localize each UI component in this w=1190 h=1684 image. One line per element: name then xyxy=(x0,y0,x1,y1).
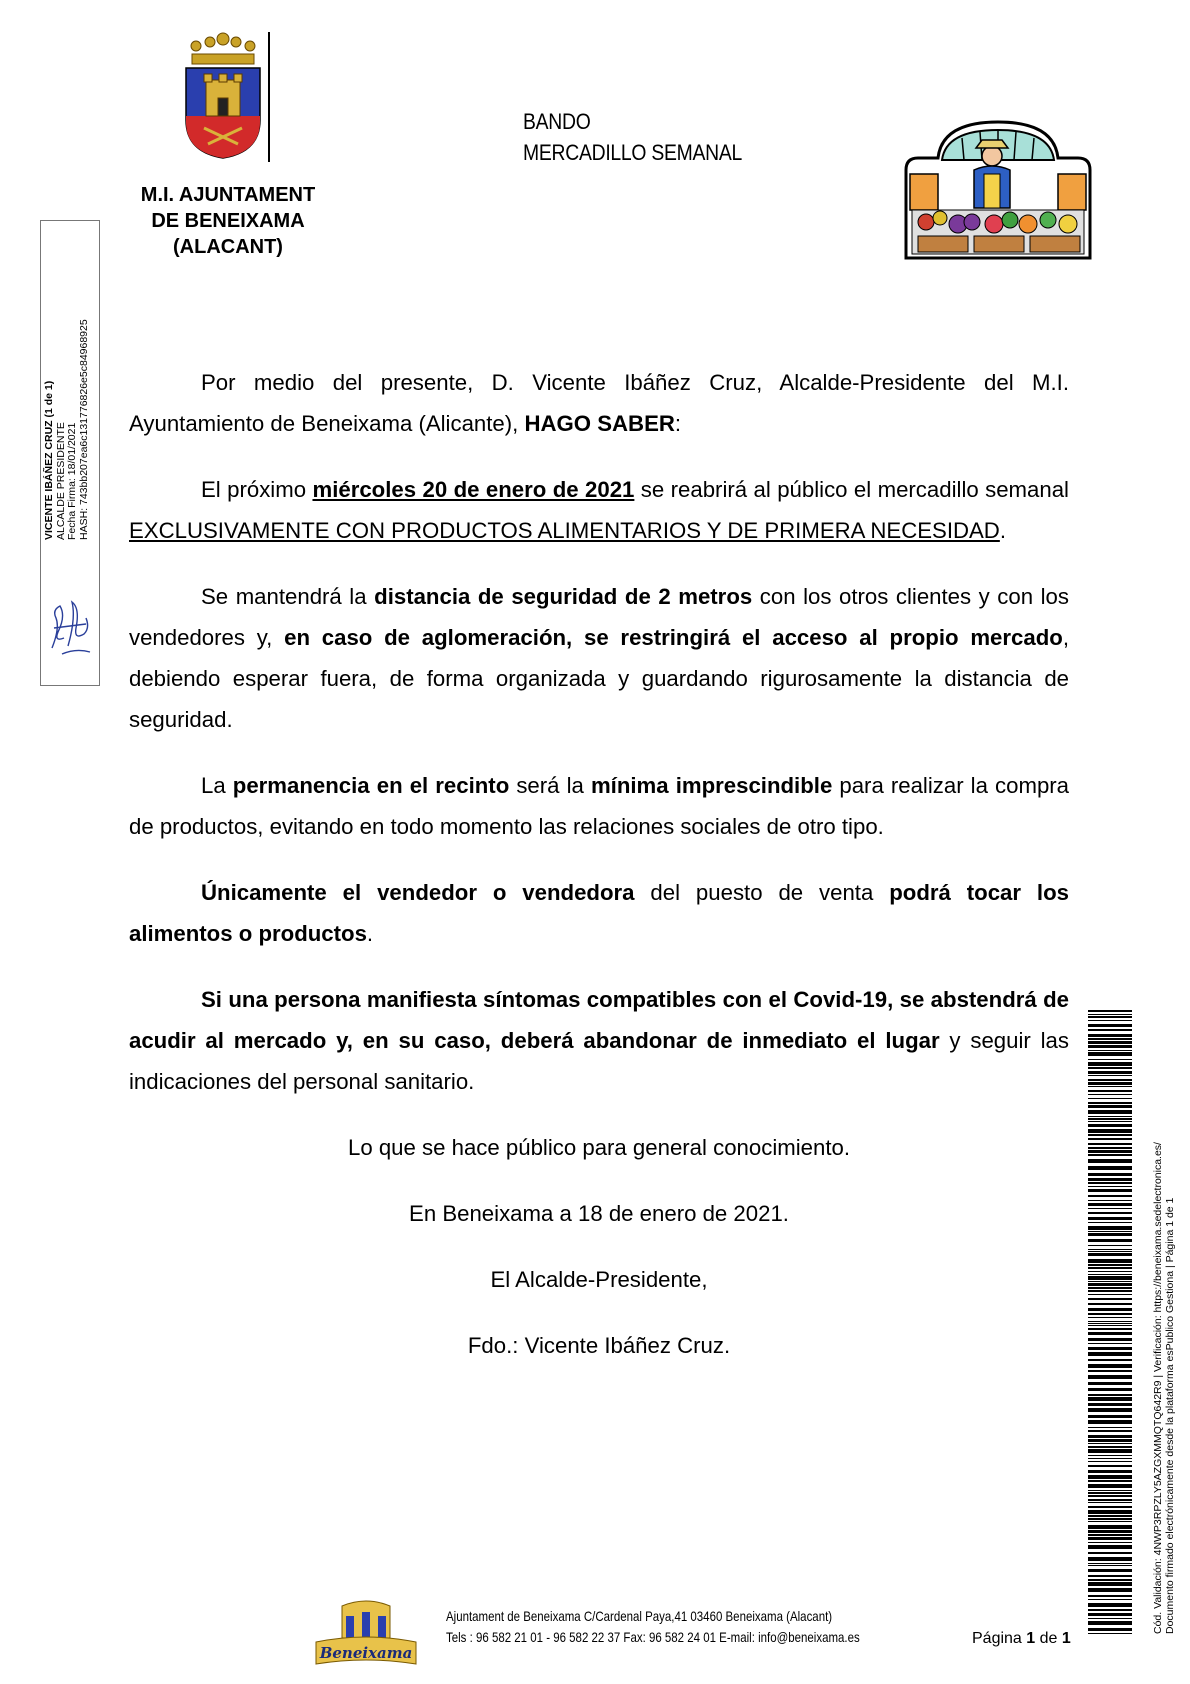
barcode-bar xyxy=(1088,1545,1132,1549)
closing-signed: Fdo.: Vicente Ibáñez Cruz. xyxy=(467,1333,731,1358)
p1-colon: : xyxy=(674,411,682,436)
barcode-bar xyxy=(1088,1313,1132,1315)
barcode-bar xyxy=(1088,1105,1132,1108)
footer-address: Ajuntament de Beneixama C/Cardenal Paya,41 03460 Beneixama (Alacant) xyxy=(446,1608,833,1624)
barcode-bar xyxy=(1088,1200,1132,1201)
paragraph-permanence xyxy=(129,765,1069,847)
closing-public: Lo que se hace público para general conocimiento. xyxy=(347,1135,851,1160)
barcode-bar xyxy=(1088,1408,1132,1412)
barcode-bar xyxy=(1088,1041,1132,1044)
barcode-bar xyxy=(1088,1403,1132,1406)
barcode-bar xyxy=(1088,1150,1132,1153)
validation-line-1: Cód. Validación: 4NWP3RPZLY5AZGXMMQTQ642R9 | Verificación: https://beneixama.sedelectronica.es/ xyxy=(1152,1142,1164,1634)
barcode-bar xyxy=(1088,1052,1132,1056)
p1-text: Por medio del presente, D. Vicente Ibáñez Cruz, Alcalde-Presidente del M.I. Ayuntamiento de Beneixama (Alicante), xyxy=(129,370,1069,436)
p3-text-a: Se mantendrá la xyxy=(201,584,375,609)
barcode-bar xyxy=(1088,1579,1132,1581)
barcode-bar xyxy=(1088,1530,1132,1533)
barcode-bar xyxy=(1088,1203,1132,1206)
barcode-bar xyxy=(1088,1552,1132,1554)
barcode-bar xyxy=(1088,1382,1132,1385)
p1-hago-saber: HAGO SABER xyxy=(524,411,675,436)
barcode-bar xyxy=(1088,1394,1132,1396)
p6-covid: Si una persona manifiesta síntomas compatibles con el Covid-19, se abstendrá de acudir al mercado y, en su caso, deberá abandonar de inmediato el lugar xyxy=(129,987,1069,1053)
barcode-bar xyxy=(1088,1038,1132,1040)
barcode-bar xyxy=(1088,1249,1132,1250)
signature-hash: HASH: 743bb207ea6c131776826e5c84968925 xyxy=(77,319,90,540)
barcode-bar xyxy=(1088,1154,1132,1156)
p3-text-c: con los otros clientes y con los vendedores y, xyxy=(129,584,1069,650)
p5-text-b: del puesto de venta xyxy=(634,880,890,905)
barcode-bar xyxy=(1088,1116,1132,1117)
barcode-bar xyxy=(1088,1110,1132,1114)
barcode-bar xyxy=(1088,1490,1132,1491)
title-line-1: BANDO xyxy=(523,109,591,134)
signature-date: Fecha Firma: 18/01/2021 xyxy=(66,422,78,540)
barcode-bar xyxy=(1088,1159,1132,1163)
barcode-bar xyxy=(1088,1245,1132,1246)
document-title xyxy=(523,106,742,168)
barcode-bar xyxy=(1088,1102,1132,1104)
barcode-bar xyxy=(1088,1458,1132,1459)
page-number xyxy=(972,1630,1071,1648)
org-line-3: (ALACANT) xyxy=(173,236,283,258)
coat-of-arms-logo xyxy=(178,32,268,162)
barcode-bar xyxy=(1088,1134,1132,1136)
barcode-bar xyxy=(1088,1542,1132,1543)
barcode-bar xyxy=(1088,1290,1132,1292)
barcode-bar xyxy=(1088,1415,1132,1418)
barcode-bar xyxy=(1088,1287,1132,1289)
barcode-bar xyxy=(1088,1264,1132,1266)
barcode-bar xyxy=(1088,1595,1132,1597)
barcode-bar xyxy=(1088,1502,1132,1503)
barcode-bar xyxy=(1088,1233,1132,1236)
barcode-bar xyxy=(1088,1534,1132,1536)
barcode-bar xyxy=(1088,1537,1132,1540)
p4-minimum: mínima imprescindible xyxy=(590,773,833,798)
barcode-bar xyxy=(1088,1129,1132,1133)
p6-text-b: y seguir las indicaciones del personal sanitario. xyxy=(129,1028,1069,1094)
barcode-bar xyxy=(1088,1024,1132,1027)
barcode-bar xyxy=(1088,1217,1132,1220)
barcode-bar xyxy=(1088,1050,1132,1051)
p2-products: EXCLUSIVAMENTE CON PRODUCTOS ALIMENTARIOS Y DE PRIMERA NECESIDAD xyxy=(129,518,1000,543)
barcode-bar xyxy=(1088,1121,1132,1122)
signer-role: ALCALDE PRESIDENTE xyxy=(54,422,67,540)
barcode-bar xyxy=(1088,1182,1132,1184)
barcode-bar xyxy=(1088,1283,1132,1286)
barcode-bar xyxy=(1088,1420,1132,1424)
org-line-1: M.I. AJUNTAMENT xyxy=(140,184,316,206)
p3-distance: distancia de seguridad de 2 metros xyxy=(374,584,753,609)
barcode-bar xyxy=(1088,1575,1132,1577)
barcode-bar xyxy=(1088,1029,1132,1031)
barcode-bar xyxy=(1088,1143,1132,1145)
barcode-bar xyxy=(1088,1435,1132,1438)
barcode-bar xyxy=(1088,1016,1132,1018)
barcode-bar xyxy=(1088,1569,1132,1572)
barcode-bar xyxy=(1088,1118,1132,1120)
barcode-bar xyxy=(1088,1599,1132,1600)
barcode-bar xyxy=(1088,1621,1132,1625)
handwritten-signature-image xyxy=(46,588,94,656)
barcode-bar xyxy=(1088,1253,1132,1256)
barcode-bar xyxy=(1088,1086,1132,1087)
barcode-bar xyxy=(1088,1446,1132,1448)
barcode-bar xyxy=(1088,1281,1132,1282)
footer-contact xyxy=(446,1606,860,1648)
barcode-bar xyxy=(1088,1059,1132,1060)
closing-place-date: En Beneixama a 18 de enero de 2021. xyxy=(409,1201,789,1226)
barcode-bar xyxy=(1088,1364,1132,1368)
barcode-bar xyxy=(1088,1613,1132,1616)
footer-phones: Tels : 96 582 21 01 - 96 582 22 37 Fax: 96 582 24 01 E-mail: info@beneixama.es xyxy=(446,1629,860,1645)
barcode-bar xyxy=(1088,1352,1132,1356)
validation-line-2: Documento firmado electrónicamente desde la plataforma esPublico Gestiona | Página 1 de 1 xyxy=(1164,1197,1176,1634)
barcode-bar xyxy=(1088,1274,1132,1275)
barcode-bar xyxy=(1088,1075,1132,1076)
barcode-bar xyxy=(1088,1465,1132,1467)
barcode-bar xyxy=(1088,1298,1132,1300)
p3-text-e: , debiendo esperar fuera, de forma organizada y guardando rigurosamente la distancia de seguridad. xyxy=(129,625,1069,732)
barcode-bar xyxy=(1088,1388,1132,1391)
barcode-bar xyxy=(1088,1010,1132,1012)
barcode-bar xyxy=(1088,1212,1132,1214)
barcode-bar xyxy=(1088,1294,1132,1295)
notice-body xyxy=(129,362,1069,1391)
barcode-bar xyxy=(1088,1271,1132,1272)
barcode-bar xyxy=(1088,1062,1132,1066)
barcode-bar xyxy=(1088,1239,1132,1242)
barcode-bar xyxy=(1088,1515,1132,1517)
barcode-bar xyxy=(1088,1276,1132,1280)
barcode-bar xyxy=(1088,1521,1132,1522)
barcode-bar xyxy=(1088,1475,1132,1479)
barcode-bar xyxy=(1088,1492,1132,1494)
barcode-bar xyxy=(1088,1328,1132,1330)
header-vertical-rule xyxy=(268,32,270,162)
barcode-bar xyxy=(1088,1495,1132,1497)
validation-text xyxy=(1152,1142,1176,1634)
barcode-bar xyxy=(1088,1563,1132,1564)
barcode-bar xyxy=(1088,1323,1132,1324)
barcode-bar xyxy=(1088,1259,1132,1263)
barcode-bar xyxy=(1088,1208,1132,1209)
barcode-bar xyxy=(1088,1082,1132,1085)
barcode-bar xyxy=(1088,1138,1132,1140)
barcode-bar xyxy=(1088,1045,1132,1048)
p2-date: miércoles 20 de enero de 2021 xyxy=(312,477,635,502)
barcode-bar xyxy=(1088,1375,1132,1379)
barcode-bar xyxy=(1088,1267,1132,1269)
barcode-bar xyxy=(1088,1510,1132,1514)
barcode-bar xyxy=(1088,1618,1132,1619)
barcode-bar xyxy=(1088,1124,1132,1127)
barcode-bar xyxy=(1088,1222,1132,1223)
barcode-bar xyxy=(1088,1173,1132,1176)
barcode-bar xyxy=(1088,1338,1132,1341)
barcode-bar xyxy=(1088,1231,1132,1232)
barcode-bar xyxy=(1088,1079,1132,1081)
validation-barcode xyxy=(1088,1010,1132,1634)
barcode-bar xyxy=(1088,1628,1132,1631)
barcode-bar xyxy=(1088,1439,1132,1442)
p5-touch: podrá tocar los alimentos o productos xyxy=(129,880,1069,946)
barcode-bar xyxy=(1088,1347,1132,1350)
p4-permanence: permanencia en el recinto xyxy=(232,773,510,798)
barcode-bar xyxy=(1088,1251,1132,1252)
p2-text-c: se reabrirá al público el mercadillo semanal xyxy=(634,477,1069,502)
barcode-bar xyxy=(1088,1317,1132,1318)
barcode-bar xyxy=(1088,1359,1132,1361)
org-line-2: DE BENEIXAMA xyxy=(151,210,305,232)
paragraph-distance xyxy=(129,576,1069,740)
barcode-bar xyxy=(1088,1343,1132,1344)
barcode-bar xyxy=(1088,1633,1132,1634)
barcode-bar xyxy=(1088,1071,1132,1074)
barcode-bar xyxy=(1088,1557,1132,1561)
signature-details xyxy=(44,319,90,540)
barcode-bar xyxy=(1088,1147,1132,1149)
barcode-bar xyxy=(1088,1189,1132,1192)
barcode-bar xyxy=(1088,1518,1132,1520)
barcode-bar xyxy=(1088,1609,1132,1611)
title-line-2: MERCADILLO SEMANAL xyxy=(523,140,743,165)
paragraph-announcement xyxy=(129,362,1069,444)
p2-text-a: El próximo xyxy=(201,477,313,502)
barcode-bar xyxy=(1088,1397,1132,1401)
barcode-bar xyxy=(1088,1470,1132,1473)
p3-restriction: en caso de aglomeración, se restringirá el acceso al propio mercado xyxy=(284,625,1063,650)
barcode-bar xyxy=(1088,1499,1132,1501)
p5-vendor: Únicamente el vendedor o vendedora xyxy=(201,880,635,905)
barcode-bar xyxy=(1088,1461,1132,1462)
barcode-bar xyxy=(1088,1321,1132,1322)
page-of: de xyxy=(1039,1630,1058,1647)
barcode-bar xyxy=(1088,1020,1132,1021)
barcode-bar xyxy=(1088,1525,1132,1529)
barcode-bar xyxy=(1088,1094,1132,1095)
barcode-bar xyxy=(1088,1370,1132,1372)
p4-text-c: será la xyxy=(509,773,591,798)
page-label: Página xyxy=(972,1630,1022,1647)
paragraph-reopening xyxy=(129,469,1069,551)
barcode-bar xyxy=(1088,1226,1132,1230)
barcode-bar xyxy=(1088,1186,1132,1187)
p4-text-a: La xyxy=(201,773,233,798)
paragraph-covid xyxy=(129,979,1069,1102)
p5-period: . xyxy=(366,921,374,946)
barcode-bar xyxy=(1088,1166,1132,1170)
barcode-bar xyxy=(1088,1582,1132,1586)
barcode-bar xyxy=(1088,1603,1132,1607)
barcode-bar xyxy=(1088,1449,1132,1453)
closing-role: El Alcalde-Presidente, xyxy=(490,1267,708,1292)
barcode-bar xyxy=(1088,1034,1132,1037)
beneixama-footer-logo xyxy=(312,1598,420,1668)
barcode-bar xyxy=(1088,1325,1132,1326)
barcode-bar xyxy=(1088,1484,1132,1488)
barcode-bar xyxy=(1088,1565,1132,1566)
footer-logo-text: Beneixama xyxy=(319,1644,413,1662)
barcode-bar xyxy=(1088,1067,1132,1069)
barcode-bar xyxy=(1088,1588,1132,1592)
barcode-bar xyxy=(1088,1455,1132,1456)
barcode-bar xyxy=(1088,1506,1132,1508)
barcode-bar xyxy=(1088,1480,1132,1482)
barcode-bar xyxy=(1088,1178,1132,1181)
barcode-bar xyxy=(1088,1014,1132,1015)
organization-name xyxy=(118,182,338,260)
paragraph-vendor xyxy=(129,872,1069,954)
page-current: 1 xyxy=(1026,1630,1036,1647)
barcode-bar xyxy=(1088,1443,1132,1444)
barcode-bar xyxy=(1088,1427,1132,1428)
market-vendor-illustration xyxy=(902,118,1094,262)
barcode-bar xyxy=(1088,1090,1132,1092)
barcode-bar xyxy=(1088,1308,1132,1311)
page-total: 1 xyxy=(1061,1630,1071,1647)
signer-name: VICENTE IBÁÑEZ CRUZ (1 de 1) xyxy=(43,380,55,540)
barcode-bar xyxy=(1088,1195,1132,1197)
barcode-bar xyxy=(1088,1098,1132,1099)
p4-text-e: para realizar la compra de productos, evitando en todo momento las relaciones sociales de otro tipo. xyxy=(129,773,1070,839)
barcode-bar xyxy=(1088,1332,1132,1335)
barcode-bar xyxy=(1088,1430,1132,1432)
barcode-bar xyxy=(1088,1303,1132,1305)
p2-period: . xyxy=(999,518,1007,543)
